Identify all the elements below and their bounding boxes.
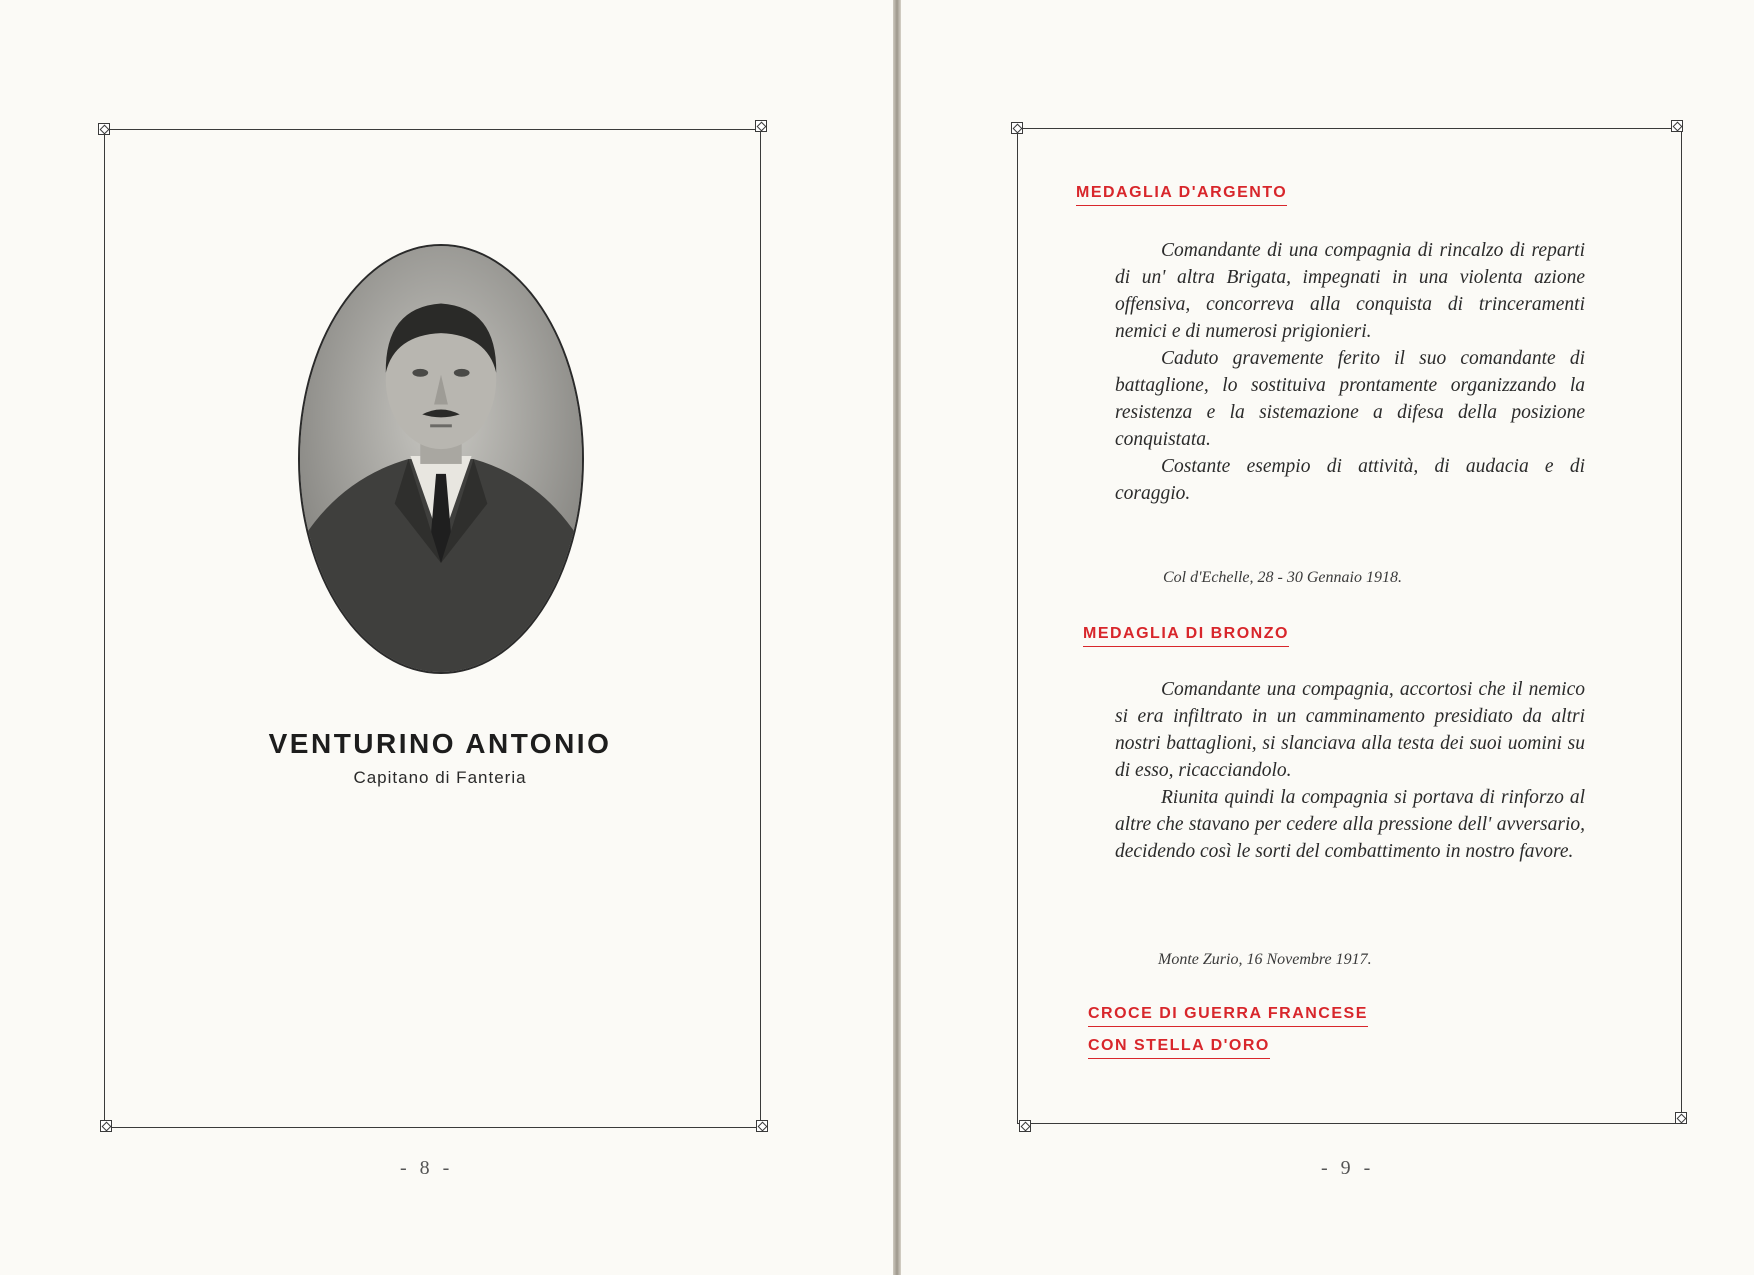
award-title-bronze: MEDAGLIA DI BRONZO (1083, 625, 1289, 647)
award-place-date-silver: Col d'Echelle, 28 - 30 Gennaio 1918. (1163, 569, 1402, 586)
ornament-corner-icon (755, 120, 767, 132)
citation-paragraph: Comandante di una compagnia di rincalzo di reparti di un' altra Brigata, impegnati in una violenta azione offensiva, concorreva alla conquista di trinceramenti nemici e di numerosi prigionieri. (1115, 240, 1585, 342)
award-title-silver: MEDAGLIA D'ARGENTO (1076, 184, 1287, 206)
ornament-corner-icon (1675, 1112, 1687, 1124)
citation-paragraph: Costante esempio di attività, di audacia e di coraggio. (1115, 456, 1585, 504)
right-page (901, 0, 1754, 1275)
page-number-right: - 9 - (1321, 1157, 1375, 1179)
award-place-date-bronze: Monte Zurio, 16 Novembre 1917. (1158, 951, 1372, 968)
portrait-photo (298, 244, 584, 674)
book-gutter (893, 0, 901, 1275)
ornament-corner-icon (1011, 122, 1023, 134)
award-citation-silver (1115, 237, 1585, 507)
ornament-corner-icon (98, 123, 110, 135)
citation-paragraph: Riunita quindi la compagnia si portava di rinforzo al altre che stavano per cedere alla pressione dell' avversario, decidendo così le sorti del combattimento in nostro favore. (1115, 787, 1585, 862)
ornament-corner-icon (100, 1120, 112, 1132)
citation-paragraph: Comandante una compagnia, accortosi che il nemico si era infiltrato in un camminamento presidiato da altri nostri battaglioni, si slanciava alla testa dei suoi uomini su di esso, ricacciandolo. (1115, 679, 1585, 781)
ornament-corner-icon (1019, 1120, 1031, 1132)
citation-paragraph: Caduto gravemente ferito il suo comandante di battaglione, lo sostituiva prontamente organizzando la resistenza e la sistemazione a difesa della posizione conquistata. (1115, 348, 1585, 450)
ornament-corner-icon (1671, 120, 1683, 132)
award-citation-bronze (1115, 676, 1585, 865)
page-number-left: - 8 - (400, 1157, 454, 1179)
person-name: VENTURINO ANTONIO (268, 728, 612, 759)
award-title-french-cross-star: CON STELLA D'ORO (1088, 1037, 1270, 1059)
person-rank: Capitano di Fanteria (353, 768, 527, 787)
award-title-french-cross: CROCE DI GUERRA FRANCESE (1088, 1005, 1368, 1027)
ornament-corner-icon (756, 1120, 768, 1132)
